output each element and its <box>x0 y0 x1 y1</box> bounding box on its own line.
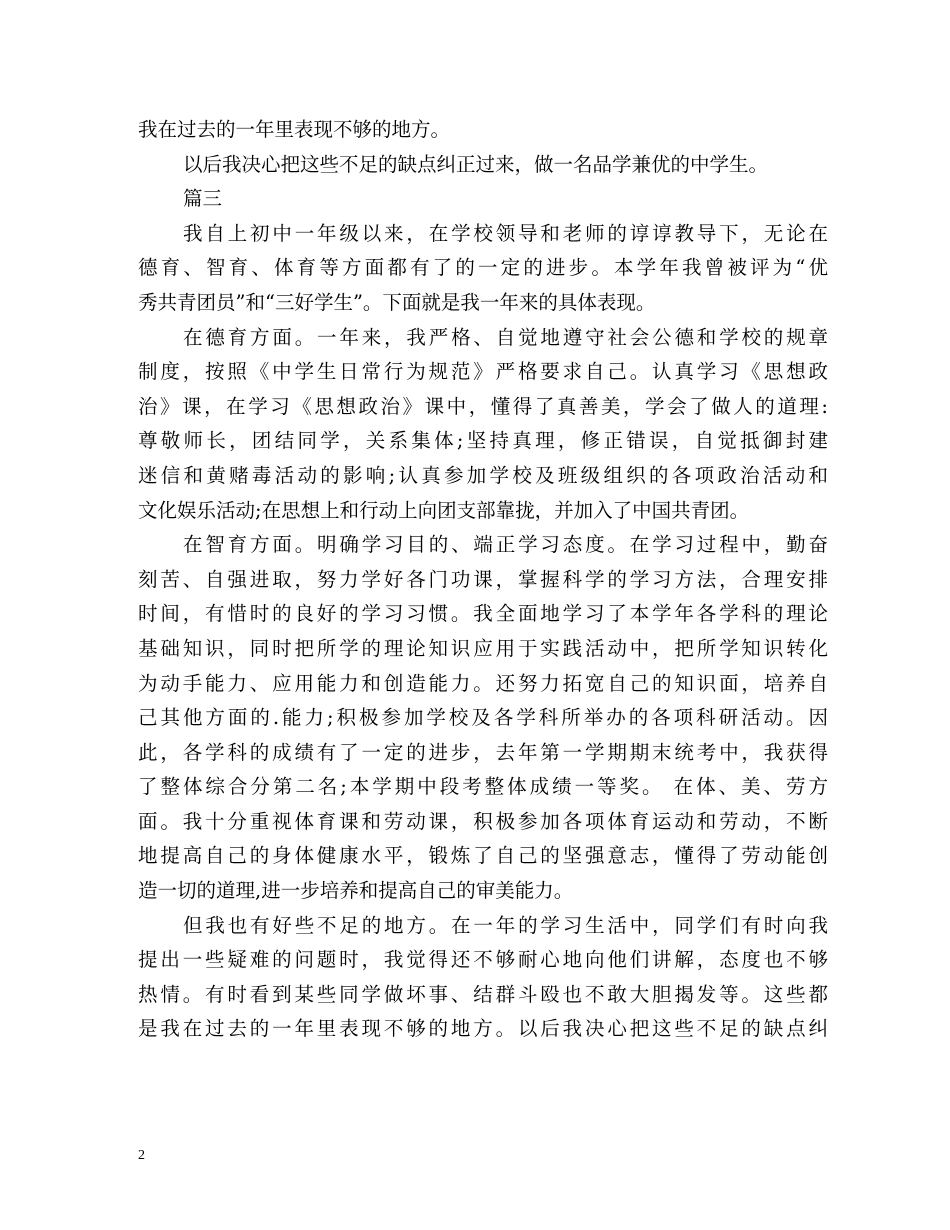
text-line: 我在过去的一年里表现不够的地方。 <box>138 118 451 141</box>
text-line: 在德育方面。一年来，我严格、自觉地遵守社会公德和学校的规章 <box>183 325 828 349</box>
text-line: 时间，有惜时的良好的学习习惯。我全面地学习了本学年各学科的理论 <box>138 602 828 626</box>
text-line: 刻苦、自强进取，努力学好各门功课，掌握科学的学习方法，合理安排 <box>138 567 828 591</box>
page-number: 2 <box>138 1148 145 1163</box>
text-line: 热情。有时看到某些同学做坏事、结群斗殴也不敢大胆揭发等。这些都 <box>138 982 828 1006</box>
text-line: 迷信和黄赌毒活动的影响;认真参加学校及班级组织的各项政治活动和 <box>138 463 828 487</box>
text-line: 了整体综合分第二名;本学期中段考整体成绩一等奖。 在体、美、劳方 <box>138 775 828 799</box>
text-line: 治》课，在学习《思想政治》课中，懂得了真善美，学会了做人的道理: <box>138 394 828 418</box>
text-line: 尊敬师长，团结同学，关系集体;坚持真理，修正错误，自觉抵御封建 <box>138 429 828 453</box>
text-line: 地提高自己的身体健康水平，锻炼了自己的坚强意志，懂得了劳动能创 <box>138 844 828 868</box>
text-line: 文化娱乐活动;在思想上和行动上向团支部靠拢，并加入了中国共青团。 <box>138 498 750 522</box>
text-line: 德育、智育、体育等方面都有了的一定的进步。本学年我曾被评为“优 <box>138 256 828 280</box>
text-line: 篇三 <box>183 187 223 211</box>
text-line: 在智育方面。明确学习目的、端正学习态度。在学习过程中，勤奋 <box>183 533 828 557</box>
text-line: 但我也有好些不足的地方。在一年的学习生活中，同学们有时向我 <box>183 913 828 937</box>
text-line: 是我在过去的一年里表现不够的地方。以后我决心把这些不足的缺点纠 <box>138 1017 828 1041</box>
text-line: 此，各学科的成绩有了一定的进步，去年第一学期期末统考中，我获得 <box>138 740 828 764</box>
text-line: 以后我决心把这些不足的缺点纠正过来，做一名品学兼优的中学生。 <box>183 152 769 176</box>
text-line: 提出一些疑难的问题时，我觉得还不够耐心地向他们讲解，态度也不够 <box>138 948 828 972</box>
text-line: 基础知识，同时把所学的理论知识应用于实践活动中，把所学知识转化 <box>138 636 828 660</box>
document-body <box>138 113 828 1047</box>
text-line: 秀共青团员”和“三好学生”。下面就是我一年来的具体表现。 <box>138 290 656 314</box>
text-line: 己其他方面的.能力;积极参加学校及各学科所举办的各项科研活动。因 <box>138 706 828 730</box>
text-line: 我自上初中一年级以来，在学校领导和老师的谆谆教导下，无论在 <box>183 221 828 245</box>
text-line: 制度，按照《中学生日常行为规范》严格要求自己。认真学习《思想政 <box>138 360 828 384</box>
text-line: 面。我十分重视体育课和劳动课，积极参加各项体育运动和劳动，不断 <box>138 809 828 833</box>
text-line: 造一切的道理,进一步培养和提高自己的审美能力。 <box>138 879 574 903</box>
text-line: 为动手能力、应用能力和创造能力。还努力拓宽自己的知识面，培养自 <box>138 671 828 695</box>
